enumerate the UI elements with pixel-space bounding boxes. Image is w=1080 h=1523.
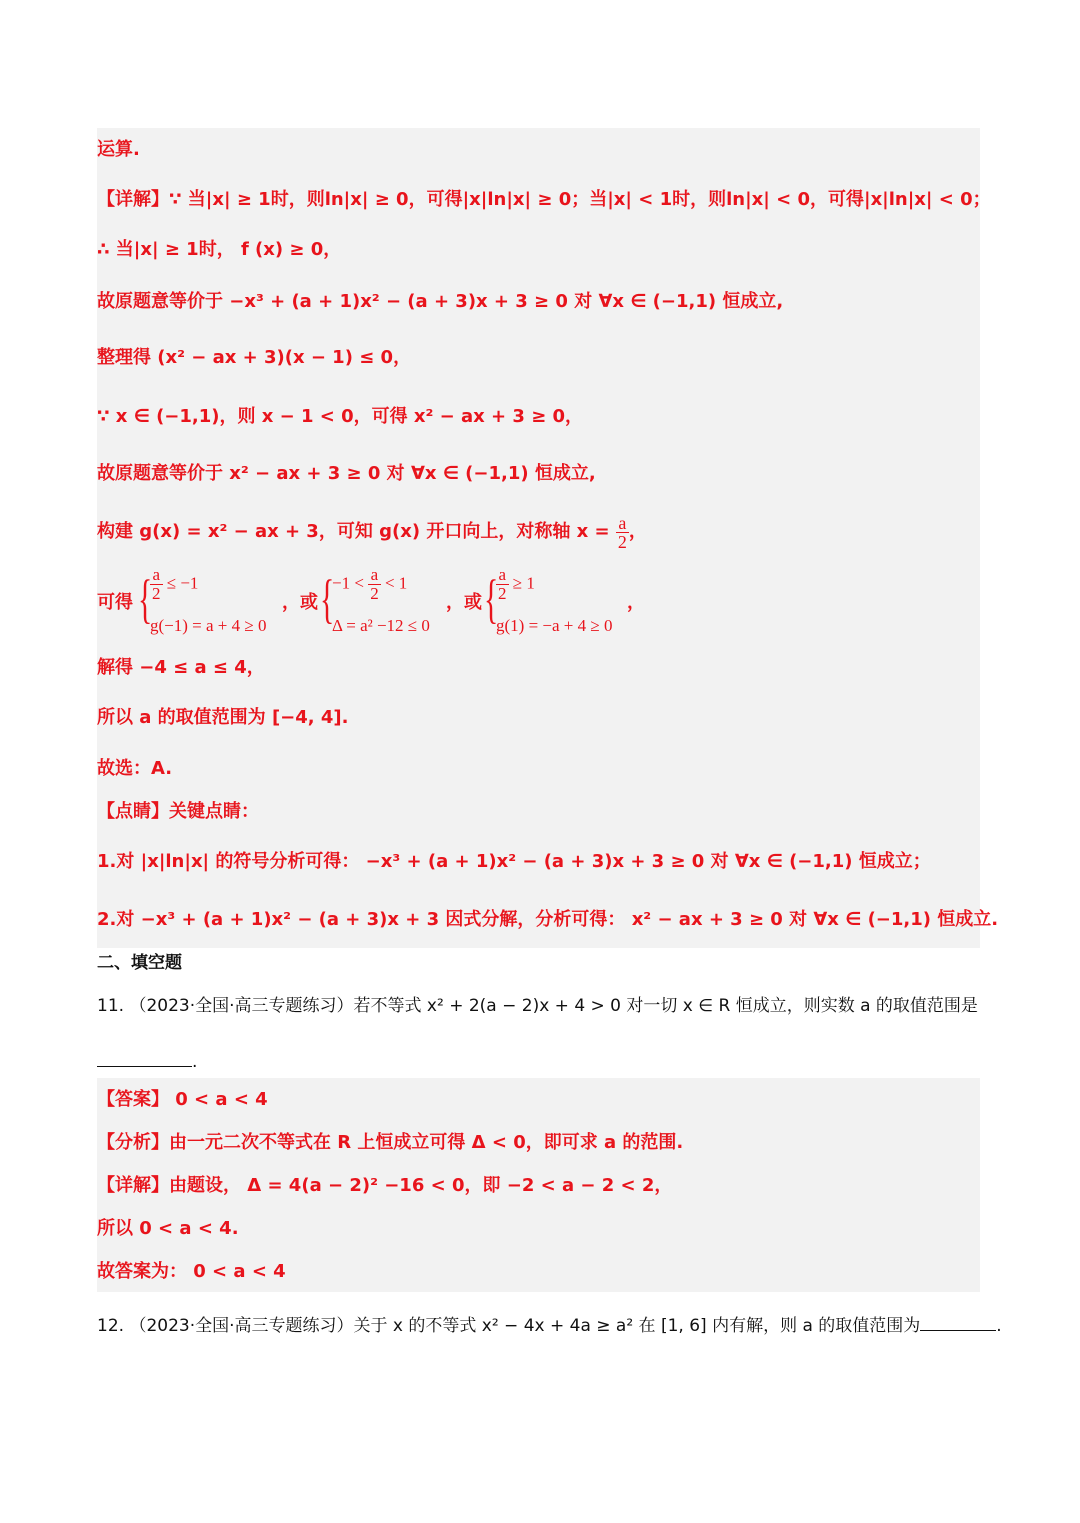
system-3-row-2: g(1) = −a + 4 ≥ 0 (496, 616, 613, 635)
solution-line-5: 整理得 (x² − ax + 3)(x − 1) ≤ 0， (97, 347, 412, 368)
system-2-pre: −1 < (332, 573, 364, 593)
system-3-brace: { (484, 569, 499, 629)
system-2-brace: { (320, 569, 335, 629)
system-3-den: 2 (498, 584, 507, 603)
system-1-rel: ≤ −1 (166, 573, 199, 593)
so-line: 所以 0 < a < 4. (97, 1218, 239, 1239)
solution-line-9-label: 可得 (97, 592, 133, 613)
construct-text: 构建 g(x) = x² − ax + 3，可知 g(x) 开口向上，对称轴 x = (97, 521, 610, 542)
system-2-row-1 (332, 566, 407, 603)
solution-line-12: 故选：A. (97, 758, 173, 779)
system-1-num: a (150, 566, 163, 585)
system-2 (320, 566, 450, 642)
system-1-row-1 (150, 566, 198, 603)
solution-line-14: 1.对 |x|ln|x| 的符号分析可得： −x³ + (a + 1)x² − (a + 3)x + 3 ≥ 0 对 ∀x ∈ (−1,1) 恒成立； (97, 851, 931, 872)
system-2-den: 2 (370, 584, 379, 603)
axis-fraction (616, 514, 629, 551)
system-1 (138, 566, 288, 642)
system-2-fraction (368, 566, 381, 603)
detail-text: ∵ 当|x| ≥ 1时，则ln|x| ≥ 0，可得|x|ln|x| ≥ 0；当|x| < 1时，则ln|x| < 0，可得|x|ln|x| < 0； (169, 189, 991, 210)
solution-line-8 (97, 512, 647, 552)
system-2-row-2: Δ = a² −12 ≤ 0 (332, 616, 430, 635)
separator-3: ， (627, 592, 645, 613)
construct-end: ， (628, 521, 647, 542)
blank-end: . (192, 1052, 198, 1072)
question-12-text: 12. （2023·全国·高三专题练习）关于 x 的不等式 x² − 4x + 4a ≥ a² 在 [1, 6] 内有解，则 a 的取值范围为 (97, 1316, 921, 1336)
answer-blank-12 (920, 1310, 996, 1331)
fraction-numerator: a (616, 514, 629, 533)
system-1-den: 2 (152, 584, 161, 603)
final-answer-line: 故答案为： 0 < a < 4 (97, 1261, 286, 1282)
system-3-fraction (496, 566, 509, 603)
question-11-blank-line (97, 1046, 197, 1075)
question-11: 11. （2023·全国·高三专题练习）若不等式 x² + 2(a − 2)x + 4 > 0 对一切 x ∈ R 恒成立，则实数 a 的取值范围是 (97, 996, 978, 1016)
question-12-end: . (996, 1316, 1002, 1336)
system-1-fraction (150, 566, 163, 603)
system-3-num: a (496, 566, 509, 585)
solution-line-6: ∵ x ∈ (−1,1)，则 x − 1 < 0，可得 x² − ax + 3 ≥ 0， (97, 406, 584, 427)
answer-line: 【答案】 0 < a < 4 (97, 1089, 268, 1110)
separator-2: ，或 (446, 592, 482, 613)
solution-line-11: 所以 a 的取值范围为 [−4, 4]. (97, 707, 349, 728)
solution-line-4: 故原题意等价于 −x³ + (a + 1)x² − (a + 3)x + 3 ≥ 0 对 ∀x ∈ (−1,1) 恒成立, (97, 291, 784, 312)
solution-line-3: ∴ 当|x| ≥ 1时， f (x) ≥ 0， (97, 239, 342, 260)
system-2-post: < 1 (384, 573, 408, 593)
solution-line-1: 运算. (97, 139, 140, 160)
system-2-num: a (368, 566, 381, 585)
system-3 (484, 566, 634, 642)
question-12 (97, 1310, 1002, 1339)
section-title: 二、填空题 (97, 953, 182, 973)
solution-line-13: 【点睛】关键点睛： (97, 801, 259, 822)
fraction-denominator: 2 (617, 531, 627, 552)
detail-line: 【详解】由题设， Δ = 4(a − 2)² −16 < 0，即 −2 < a − 2 < 2， (97, 1175, 673, 1196)
solution-line-10: 解得 −4 ≤ a ≤ 4， (97, 657, 265, 678)
solution-line-7: 故原题意等价于 x² − ax + 3 ≥ 0 对 ∀x ∈ (−1,1) 恒成立, (97, 463, 596, 484)
system-3-rel: ≥ 1 (512, 573, 535, 593)
system-1-row-2: g(−1) = a + 4 ≥ 0 (150, 616, 267, 635)
solution-line-15: 2.对 −x³ + (a + 1)x² − (a + 3)x + 3 因式分解，分析可得： x² − ax + 3 ≥ 0 对 ∀x ∈ (−1,1) 恒成立. (97, 909, 999, 930)
detail-tag: 【详解】 (97, 189, 169, 210)
analysis-line: 【分析】由一元二次不等式在 R 上恒成立可得 Δ < 0，即可求 a 的范围. (97, 1132, 684, 1153)
answer-blank (97, 1046, 192, 1067)
system-1-brace: { (138, 569, 153, 629)
separator-1: ，或 (282, 592, 318, 613)
system-3-row-1 (496, 566, 535, 603)
solution-line-2 (97, 187, 991, 213)
